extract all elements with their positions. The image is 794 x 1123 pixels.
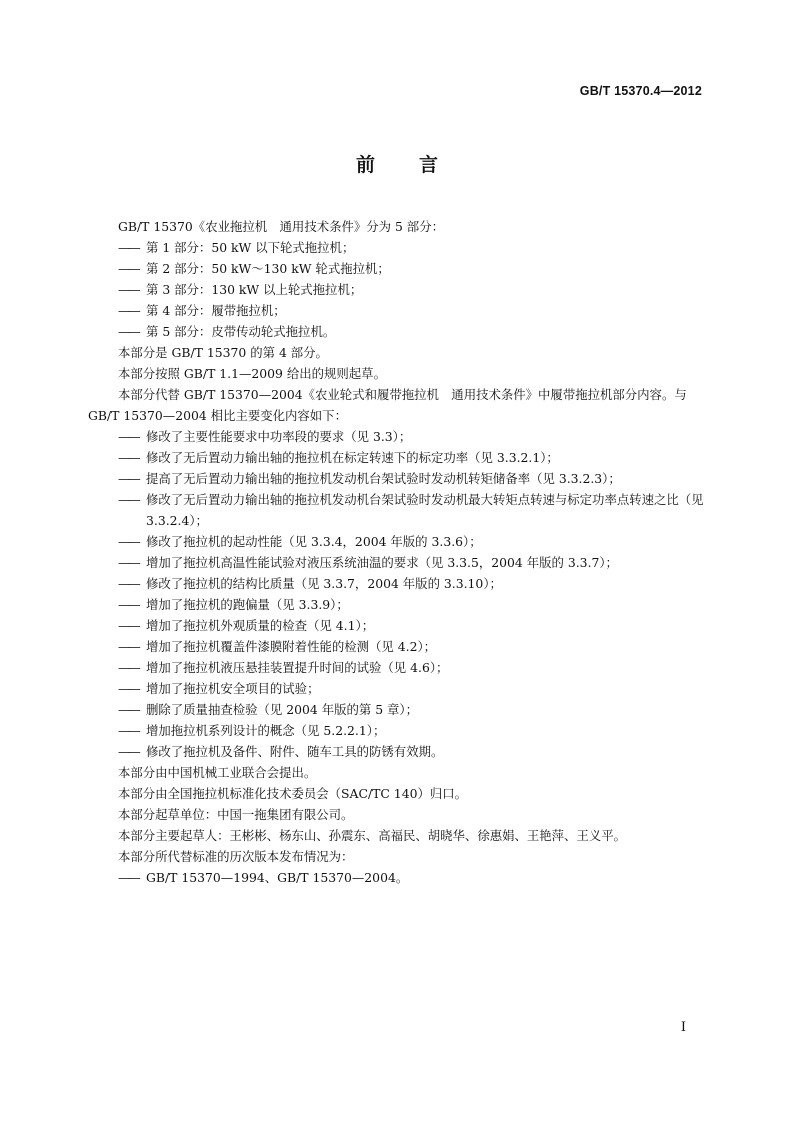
change-item bbox=[88, 531, 708, 552]
dash-mark: —— bbox=[118, 282, 139, 297]
dash-mark: —— bbox=[118, 534, 139, 549]
list-item-text: 第 5 部分：皮带传动轮式拖拉机。 bbox=[146, 324, 336, 339]
change-item bbox=[88, 468, 708, 489]
dash-mark: —— bbox=[118, 492, 139, 507]
dash-mark: —— bbox=[118, 618, 139, 633]
list-item-text: 第 1 部分：50 kW 以下轮式拖拉机； bbox=[146, 240, 355, 255]
change-item bbox=[88, 720, 708, 741]
dash-mark: —— bbox=[118, 870, 139, 885]
dash-mark: —— bbox=[118, 744, 139, 759]
change-item-text: 增加了拖拉机覆盖件漆膜附着性能的检测（见 4.2）； bbox=[146, 639, 437, 654]
change-item-text: 修改了拖拉机及备件、附件、随车工具的防锈有效期。 bbox=[146, 744, 444, 759]
dash-mark: —— bbox=[118, 660, 139, 675]
drafting-rules: 本部分按照 GB/T 1.1—2009 给出的规则起草。 bbox=[118, 366, 386, 381]
change-item-text: 修改了拖拉机的结构比质量（见 3.3.7，2004 年版的 3.3.10）； bbox=[146, 576, 502, 591]
drafting-unit: 本部分起草单位：中国一拖集团有限公司。 bbox=[118, 807, 354, 822]
intro-paragraph: GB/T 15370《农业拖拉机 通用技术条件》分为 5 部分： bbox=[118, 219, 444, 234]
dash-mark: —— bbox=[118, 471, 139, 486]
change-item bbox=[88, 426, 708, 447]
dash-mark: —— bbox=[118, 303, 139, 318]
proposer-statement: 本部分由中国机械工业联合会提出。 bbox=[118, 765, 317, 780]
list-item-text: 第 4 部分：履带拖拉机； bbox=[146, 303, 286, 318]
dash-mark: —— bbox=[118, 429, 139, 444]
change-item-text: 修改了无后置动力输出轴的拖拉机在标定转速下的标定功率（见 3.3.2.1）； bbox=[146, 450, 559, 465]
page-number: I bbox=[680, 1020, 686, 1035]
page-title: 前言 bbox=[355, 154, 482, 176]
history-item-text: GB/T 15370—1994、GB/T 15370—2004。 bbox=[146, 870, 409, 885]
change-item bbox=[88, 699, 708, 720]
list-item-text: 第 2 部分：50 kW～130 kW 轮式拖拉机； bbox=[146, 261, 390, 276]
change-item-text: 增加了拖拉机液压悬挂装置提升时间的试验（见 4.6）； bbox=[146, 660, 449, 675]
change-item-text: 修改了主要性能要求中功率段的要求（见 3.3）； bbox=[146, 429, 412, 444]
list-item bbox=[88, 237, 708, 258]
change-item-text: 删除了质量抽查检验（见 2004 年版的第 5 章）； bbox=[146, 702, 419, 717]
list-item bbox=[88, 300, 708, 321]
change-item bbox=[88, 594, 708, 615]
list-item-text: 第 3 部分：130 kW 以上轮式拖拉机； bbox=[146, 282, 363, 297]
change-item-text: 增加了拖拉机外观质量的检查（见 4.1）； bbox=[146, 618, 375, 633]
change-item bbox=[88, 489, 708, 531]
document-body bbox=[88, 216, 708, 888]
committee-statement: 本部分由全国拖拉机标准化技术委员会（SAC/TC 140）归口。 bbox=[118, 786, 468, 801]
dash-mark: —— bbox=[118, 639, 139, 654]
history-intro: 本部分所代替标准的历次版本发布情况为： bbox=[118, 849, 354, 864]
part-statement: 本部分是 GB/T 15370 的第 4 部分。 bbox=[118, 345, 328, 360]
change-item-text: 修改了无后置动力输出轴的拖拉机发动机台架试验时发动机最大转矩点转速与标定功率点转速之比（见 3.3.2.4）； bbox=[146, 492, 704, 528]
change-item-text: 增加了拖拉机高温性能试验对液压系统油温的要求（见 3.3.5，2004 年版的 3.3.7）； bbox=[146, 555, 618, 570]
dash-mark: —— bbox=[118, 555, 139, 570]
change-item bbox=[88, 636, 708, 657]
dash-mark: —— bbox=[118, 723, 139, 738]
change-item bbox=[88, 615, 708, 636]
change-item bbox=[88, 573, 708, 594]
replacement-statement: 本部分代替 GB/T 15370—2004《农业轮式和履带拖拉机 通用技术条件》中履带拖拉机部分内容。与 GB/T 15370—2004 相比主要变化内容如下： bbox=[88, 387, 687, 423]
dash-mark: —— bbox=[118, 681, 139, 696]
list-item bbox=[88, 279, 708, 300]
list-item bbox=[88, 258, 708, 279]
dash-mark: —— bbox=[118, 576, 139, 591]
dash-mark: —— bbox=[118, 450, 139, 465]
change-item-text: 提高了无后置动力输出轴的拖拉机发动机台架试验时发动机转矩储备率（见 3.3.2.3）； bbox=[146, 471, 621, 486]
change-item bbox=[88, 657, 708, 678]
change-item-text: 增加了拖拉机的跑偏量（见 3.3.9）； bbox=[146, 597, 349, 612]
change-item-text: 增加拖拉机系列设计的概念（见 5.2.2.1）； bbox=[146, 723, 386, 738]
history-item bbox=[88, 867, 708, 888]
drafters: 本部分主要起草人：王彬彬、杨东山、孙震东、高福民、胡晓华、徐惠娟、王艳萍、王义平。 bbox=[118, 828, 627, 843]
dash-mark: —— bbox=[118, 261, 139, 276]
change-item bbox=[88, 678, 708, 699]
dash-mark: —— bbox=[118, 324, 139, 339]
change-item-text: 修改了拖拉机的起动性能（见 3.3.4，2004 年版的 3.3.6）； bbox=[146, 534, 482, 549]
change-item bbox=[88, 552, 708, 573]
dash-mark: —— bbox=[118, 702, 139, 717]
dash-mark: —— bbox=[118, 240, 139, 255]
change-item-text: 增加了拖拉机安全项目的试验； bbox=[146, 681, 320, 696]
standard-code: GB/T 15370.4—2012 bbox=[579, 84, 702, 98]
change-item bbox=[88, 447, 708, 468]
change-item bbox=[88, 741, 708, 762]
list-item bbox=[88, 321, 708, 342]
dash-mark: —— bbox=[118, 597, 139, 612]
